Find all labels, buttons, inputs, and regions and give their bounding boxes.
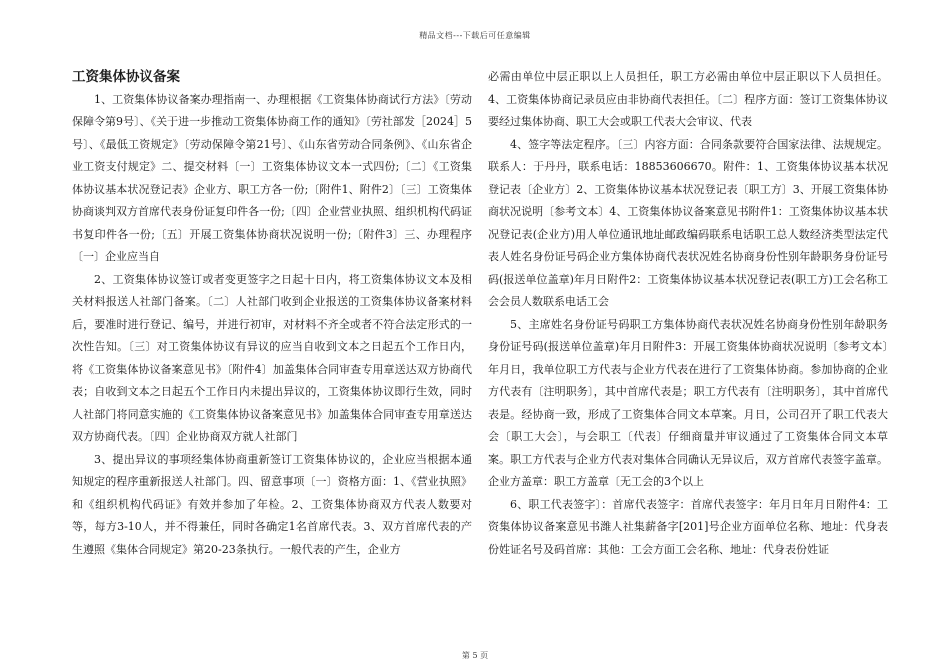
- paragraph-1: 1、工资集体协议备案办理指南一、办理根据《工资集体协商试行方法》〔劳动保障令第9号〕、《关于进一步推动工资集体协商工作的通知》〔劳社部发［2024］5号〕、《最低工资规定》〔劳动保障令第21号〕、《山东省劳动合同条例》、《山东省企业工资支付规定》二、提交材料〔一〕工资集体协议文本一式四份;〔二〕《工资集体协议基本状况登记表》企业方、职工方各一份;〔附件1、附件2〕〔三〕工资集体协商谈判双方首席代表身份证复印件各一份;〔四〕企业营业执照、组织机构代码证书复印件各一份;〔五〕开展工资集体协商状况说明一份;〔附件3〕三、办理程序〔一〕企业应当自: [72, 92, 472, 263]
- paragraph-6: 6、职工代表签字〕：首席代表签字：首席代表签字：年月日年月日附件4：工资集体协议备案意见书潍人社集薪备字[201]号企业方面单位名称、地址：代身表份姓证名号及码首席：其他：工会方面工会名称、地址：代身表份姓证: [488, 497, 888, 556]
- right-column: [488, 66, 888, 561]
- paragraph-4: 4、签字等法定程序。〔三〕内容方面：合同条款要符合国家法律、法规规定。联系人：于丹丹，联系电话：18853606670。附件：1、工资集体协议基本状况登记表〔企业方〕2、工资集体协议基本状况登记表〔职工方〕3、开展工资集体协商状况说明〔参考文本〕4、工资集体协议备案意见书附件1：工资集体协议基本状况登记表(企业方)用人单位通讯地址邮政编码联系电话职工总人数经济类型法定代表人姓名身份证号码企业方集体协商代表状况姓名协商身份性别年龄职务身份证号码(报送单位盖章)年月日附件2：工资集体协议基本状况登记表(职工方)工会名称工会会员人数联系电话工会: [488, 137, 888, 308]
- page-number: 第 5 页: [461, 651, 489, 660]
- left-column: [72, 66, 472, 561]
- document-title: 工资集体协议备案: [72, 69, 180, 85]
- paragraph-2: 2、工资集体协议签订或者变更签字之日起十日内，将工资集体协议文本及相关材料报送人社部门备案。〔二〕人社部门收到企业报送的工资集体协议备案材料后，要准时进行登记、编号，并进行初审，对材料不齐全或者不符合法定形式的一次性告知。〔三〕对工资集体协议有异议的应当自收到文本之日起五个工作日内，将《工资集体协议备案意见书》〔附件4〕加盖集体合同审查专用章送达双方协商代表；自收到文本之日起五个工作日内未提出异议的，工资集体协议即行生效，同时人社部门将同意实施的《工资集体协议备案意见书》加盖集体合同审查专用章送达双方协商代表。〔四〕企业协商双方就人社部门: [72, 272, 472, 443]
- page-header: 精品文档---下载后可任意编辑: [419, 31, 531, 40]
- paragraph-3: 3、提出异议的事项经集体协商重新签订工资集体协议的，企业应当根据本通知规定的程序重新报送人社部门。四、留意事项〔一〕资格方面：1、《营业执照》和《组织机构代码证》有效并参加了年检。2、工资集体协商双方代表人数要对等，每方3-10人，并不得兼任，同时各确定1名首席代表。3、双方首席代表的产生遵照《集体合同规定》第20-23条执行。一般代表的产生，企业方: [72, 452, 472, 556]
- paragraph-5: 5、主席姓名身份证号码职工方集体协商代表状况姓名协商身份性别年龄职务身份证号码(报送单位盖章)年月日附件3：开展工资集体协商状况说明〔参考文本〕年月日，我单位职工方代表与企业方代表在进行了工资集体协商。参加协商的企业方代表有〔注明职务〕，其中首席代表是；职工方代表有〔注明职务〕，其中首席代表是。经协商一致，形成了工资集体合同文本草案。月日，公司召开了职工代表大会〔职工大会〕，与会职工〔代表〕仔细商量并审议通过了工资集体合同文本草案。职工方代表与企业方代表对集体合同确认无异议后，双方首席代表签字盖章。企业方盖章：职工方盖章〔无工会的3个以上: [488, 317, 888, 488]
- paragraph-continued: 必需由单位中层正职以上人员担任，职工方必需由单位中层正职以下人员担任。4、工资集体协商记录员应由非协商代表担任。〔二〕程序方面：签订工资集体协议要经过集体协商、职工大会或职工代表大会审议、代表: [488, 70, 888, 128]
